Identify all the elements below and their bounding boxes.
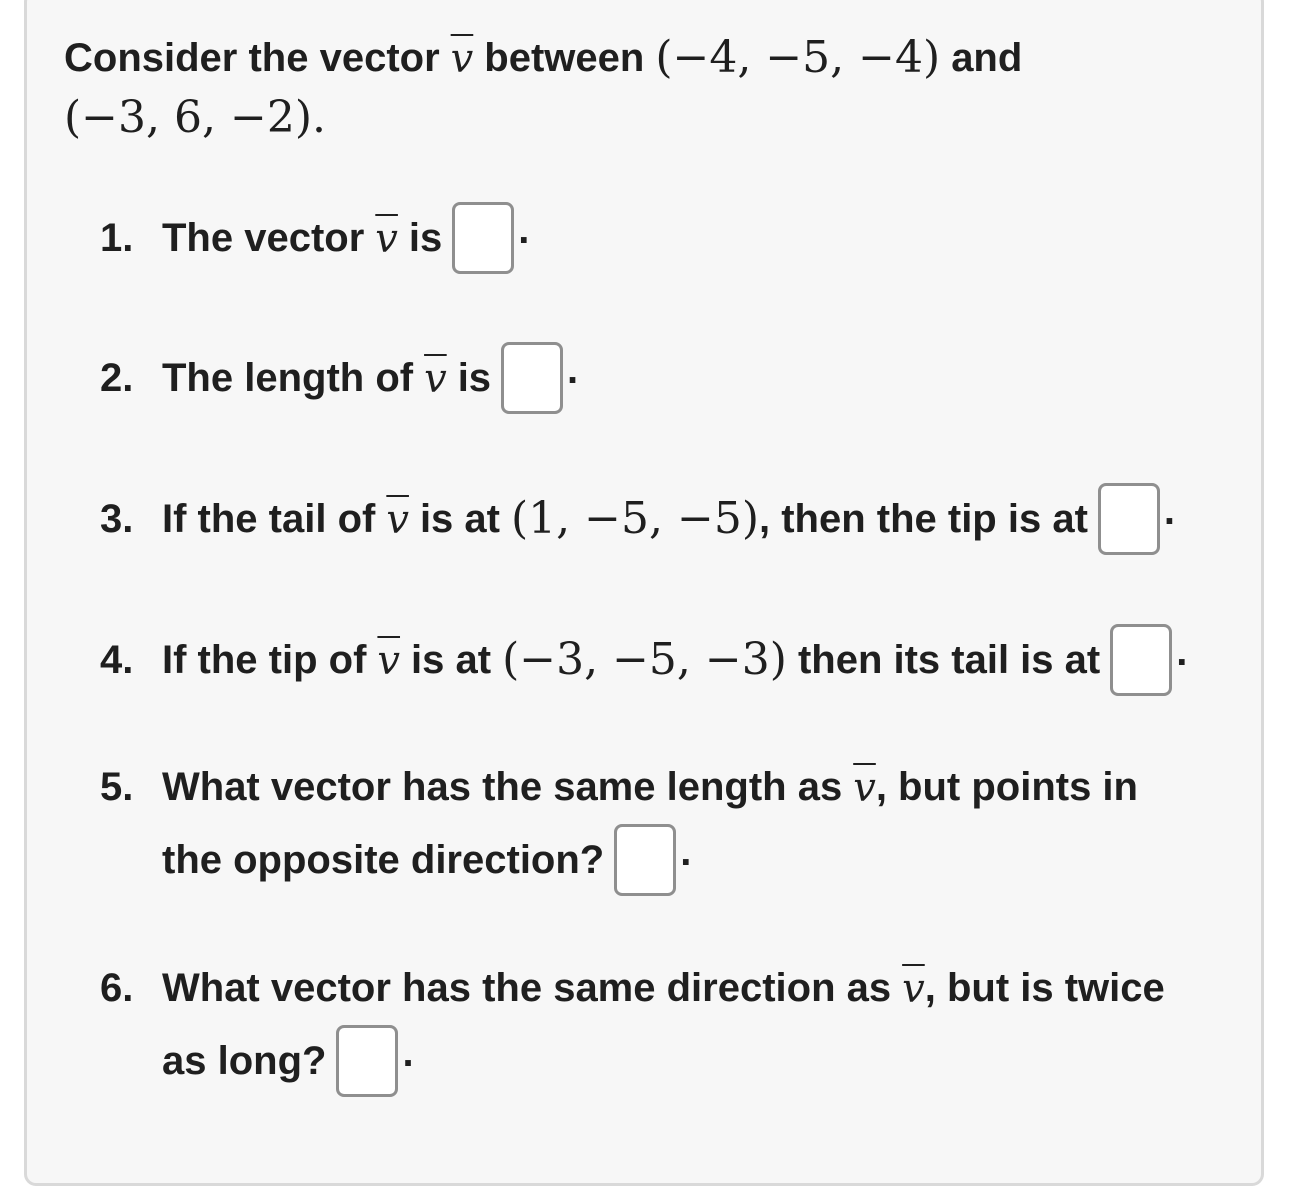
question-2 [100, 340, 578, 416]
answer-input-5[interactable] [614, 824, 676, 896]
question-text: The length of [162, 356, 414, 400]
vector-symbol: $\overline{v}$ [902, 966, 925, 1012]
question-6-line-1 [100, 966, 1165, 1012]
tip-point: (−3, −5, −3) [502, 634, 787, 685]
question-number: 4. [100, 638, 134, 682]
period: . [518, 208, 530, 252]
question-text: If the tail of [162, 497, 376, 541]
question-3 [100, 481, 1175, 557]
question-text: then its tail is at [797, 638, 1101, 682]
answer-input-2[interactable] [501, 342, 563, 414]
answer-input-3[interactable] [1098, 483, 1160, 555]
question-text: What vector has the same direction as [162, 966, 892, 1010]
period: . [567, 348, 579, 392]
question-text: The vector [162, 216, 365, 260]
question-1 [100, 200, 529, 276]
question-text: If the tip of [162, 638, 367, 682]
answer-input-6[interactable] [336, 1025, 398, 1097]
vector-symbol: $\overline{v}$ [424, 356, 447, 402]
question-text: is [408, 216, 443, 260]
question-text: , but points in [875, 765, 1138, 809]
question-text: is [457, 356, 492, 400]
between-text: between [484, 36, 645, 80]
question-number: 1. [100, 216, 134, 260]
question-text: as long? [162, 1039, 327, 1083]
question-number: 5. [100, 765, 134, 809]
question-5-line-1 [100, 765, 1138, 811]
answer-input-4[interactable] [1110, 624, 1172, 696]
tail-point: (1, −5, −5) [510, 493, 759, 544]
question-6-line-2 [162, 1023, 414, 1099]
period: . [680, 830, 692, 874]
point-a: (−4, −5, −4) [655, 32, 941, 83]
period: . [402, 1031, 414, 1075]
question-5-line-2 [162, 822, 691, 898]
intro-line-1 [64, 32, 1023, 83]
question-text: the opposite direction? [162, 838, 605, 882]
vector-symbol: $\overline{v}$ [375, 216, 398, 262]
point-b: (−3, 6, −2). [64, 92, 326, 143]
intro-line-2 [64, 92, 326, 143]
vector-symbol: $\overline{v}$ [853, 765, 876, 811]
question-text: is at [411, 638, 492, 682]
vector-symbol: $\overline{v}$ [386, 497, 409, 543]
period: . [1163, 489, 1176, 533]
question-number: 6. [100, 966, 134, 1010]
question-number: 3. [100, 497, 134, 541]
question-text: , then the tip is at [758, 497, 1088, 541]
period: . [1176, 630, 1188, 674]
question-text: What vector has the same length as [162, 765, 843, 809]
vector-symbol: $\overline{v}$ [377, 638, 401, 684]
answer-input-1[interactable] [452, 202, 514, 274]
vector-symbol: $\overline{v}$ [450, 36, 474, 82]
question-text: , but is twice [924, 966, 1165, 1010]
intro-text: Consider the vector [64, 36, 440, 80]
and-text: and [951, 36, 1023, 80]
question-text: is at [419, 497, 500, 541]
question-number: 2. [100, 356, 134, 400]
question-4 [100, 622, 1187, 698]
